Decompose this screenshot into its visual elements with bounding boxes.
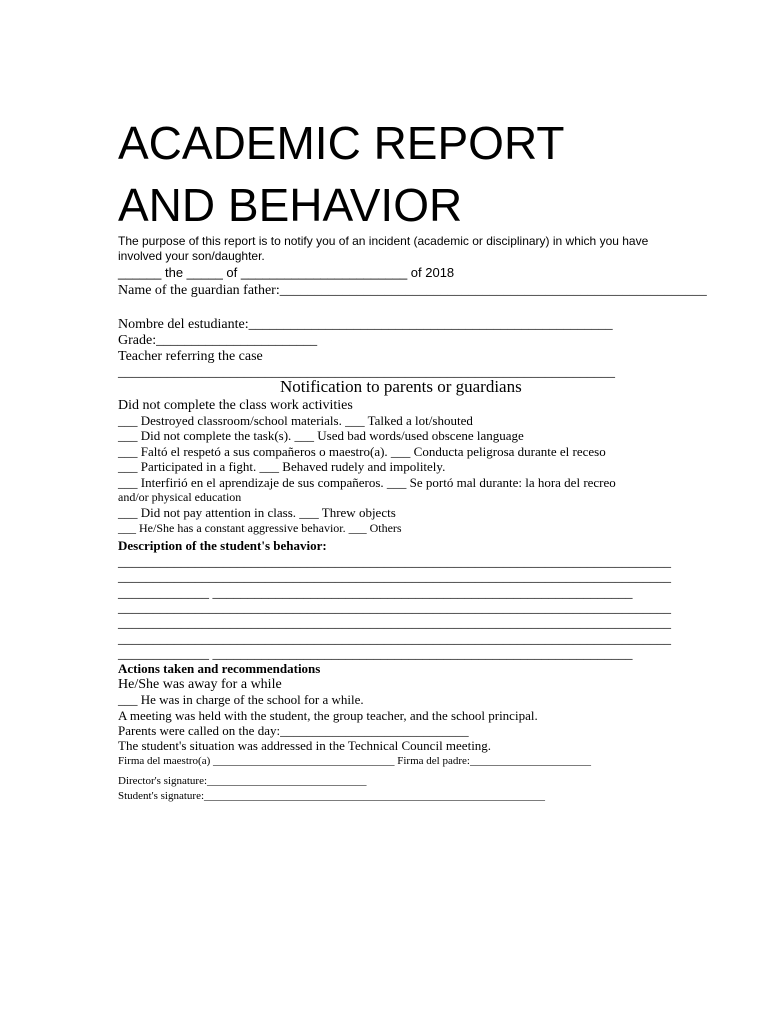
purpose-text: The purpose of this report is to notify you of an incident (academic or disciplinary) in which you have involved your son/daughter. [118,234,649,263]
date-line: ______ the _____ of _______________________ of 2018 [118,265,455,280]
actions-heading: Actions taken and recommendations [118,661,321,676]
student-name-field: Nombre del estudiante:____________________________________________________ [118,317,613,332]
student-signature: Student's signature:______________________________________________________________ [118,790,546,802]
description-line: _______________________________________________________________________________ [118,632,671,647]
action-item: The student's situation was addressed in the Technical Council meeting. [118,738,492,753]
notification-heading: Notification to parents or guardians [280,377,522,396]
checklist-item: ___ Did not complete the task(s). ___ Used bad words/used obscene language [118,428,524,443]
description-heading: Description of the student's behavior: [118,538,327,553]
teacher-parent-signatures: Firma del maestro(a) _________________________________ Firma del padre:______________________ [118,755,591,767]
action-item: ___ He was in charge of the school for a while. [118,692,364,707]
description-line: _____________ ____________________________________________________________ [118,586,633,601]
action-item: Parents were called on the day:_____________________________ [118,723,469,738]
description-line: _______________________________________________________________________________ [118,555,671,570]
checklist-item: Did not complete the class work activities [118,398,353,413]
title-line-1: ACADEMIC REPORT [118,117,565,169]
checklist-item: and/or physical education [118,490,242,504]
director-signature: Director's signature:_____________________________ [118,775,367,787]
checklist-item: ___ Interfirió en el aprendizaje de sus compañeros. ___ Se portó mal durante: la hora del recreo [118,475,616,490]
action-item: A meeting was held with the student, the group teacher, and the school principal. [118,708,538,723]
teacher-label: Teacher referring the case [118,349,263,364]
action-item: He/She was away for a while [118,677,282,692]
description-line: _____________ ____________________________________________________________ [118,647,633,662]
description-line: _______________________________________________________________________________ [118,616,671,631]
description-line: _______________________________________________________________________________ [118,601,671,616]
checklist-item: ___ Faltó el respetó a sus compañeros o maestro(a). ___ Conducta peligrosa durante el receso [118,444,606,459]
checklist-item: ___ Participated in a fight. ___ Behaved rudely and impolitely. [118,459,446,474]
title-line-2: AND BEHAVIOR [118,179,463,231]
grade-field: Grade:_______________________ [118,333,318,348]
description-line: _______________________________________________________________________________ [118,570,671,585]
guardian-name-field: Name of the guardian father:_____________________________________________________________ [118,283,707,298]
checklist-item: ___ He/She has a constant aggressive behavior. ___ Others [118,521,402,535]
teacher-line: _______________________________________________________________________ [118,365,615,380]
report-title [118,112,564,236]
checklist-item: ___ Did not pay attention in class. ___ Threw objects [118,505,396,520]
checklist-item: ___ Destroyed classroom/school materials. ___ Talked a lot/shouted [118,413,473,428]
